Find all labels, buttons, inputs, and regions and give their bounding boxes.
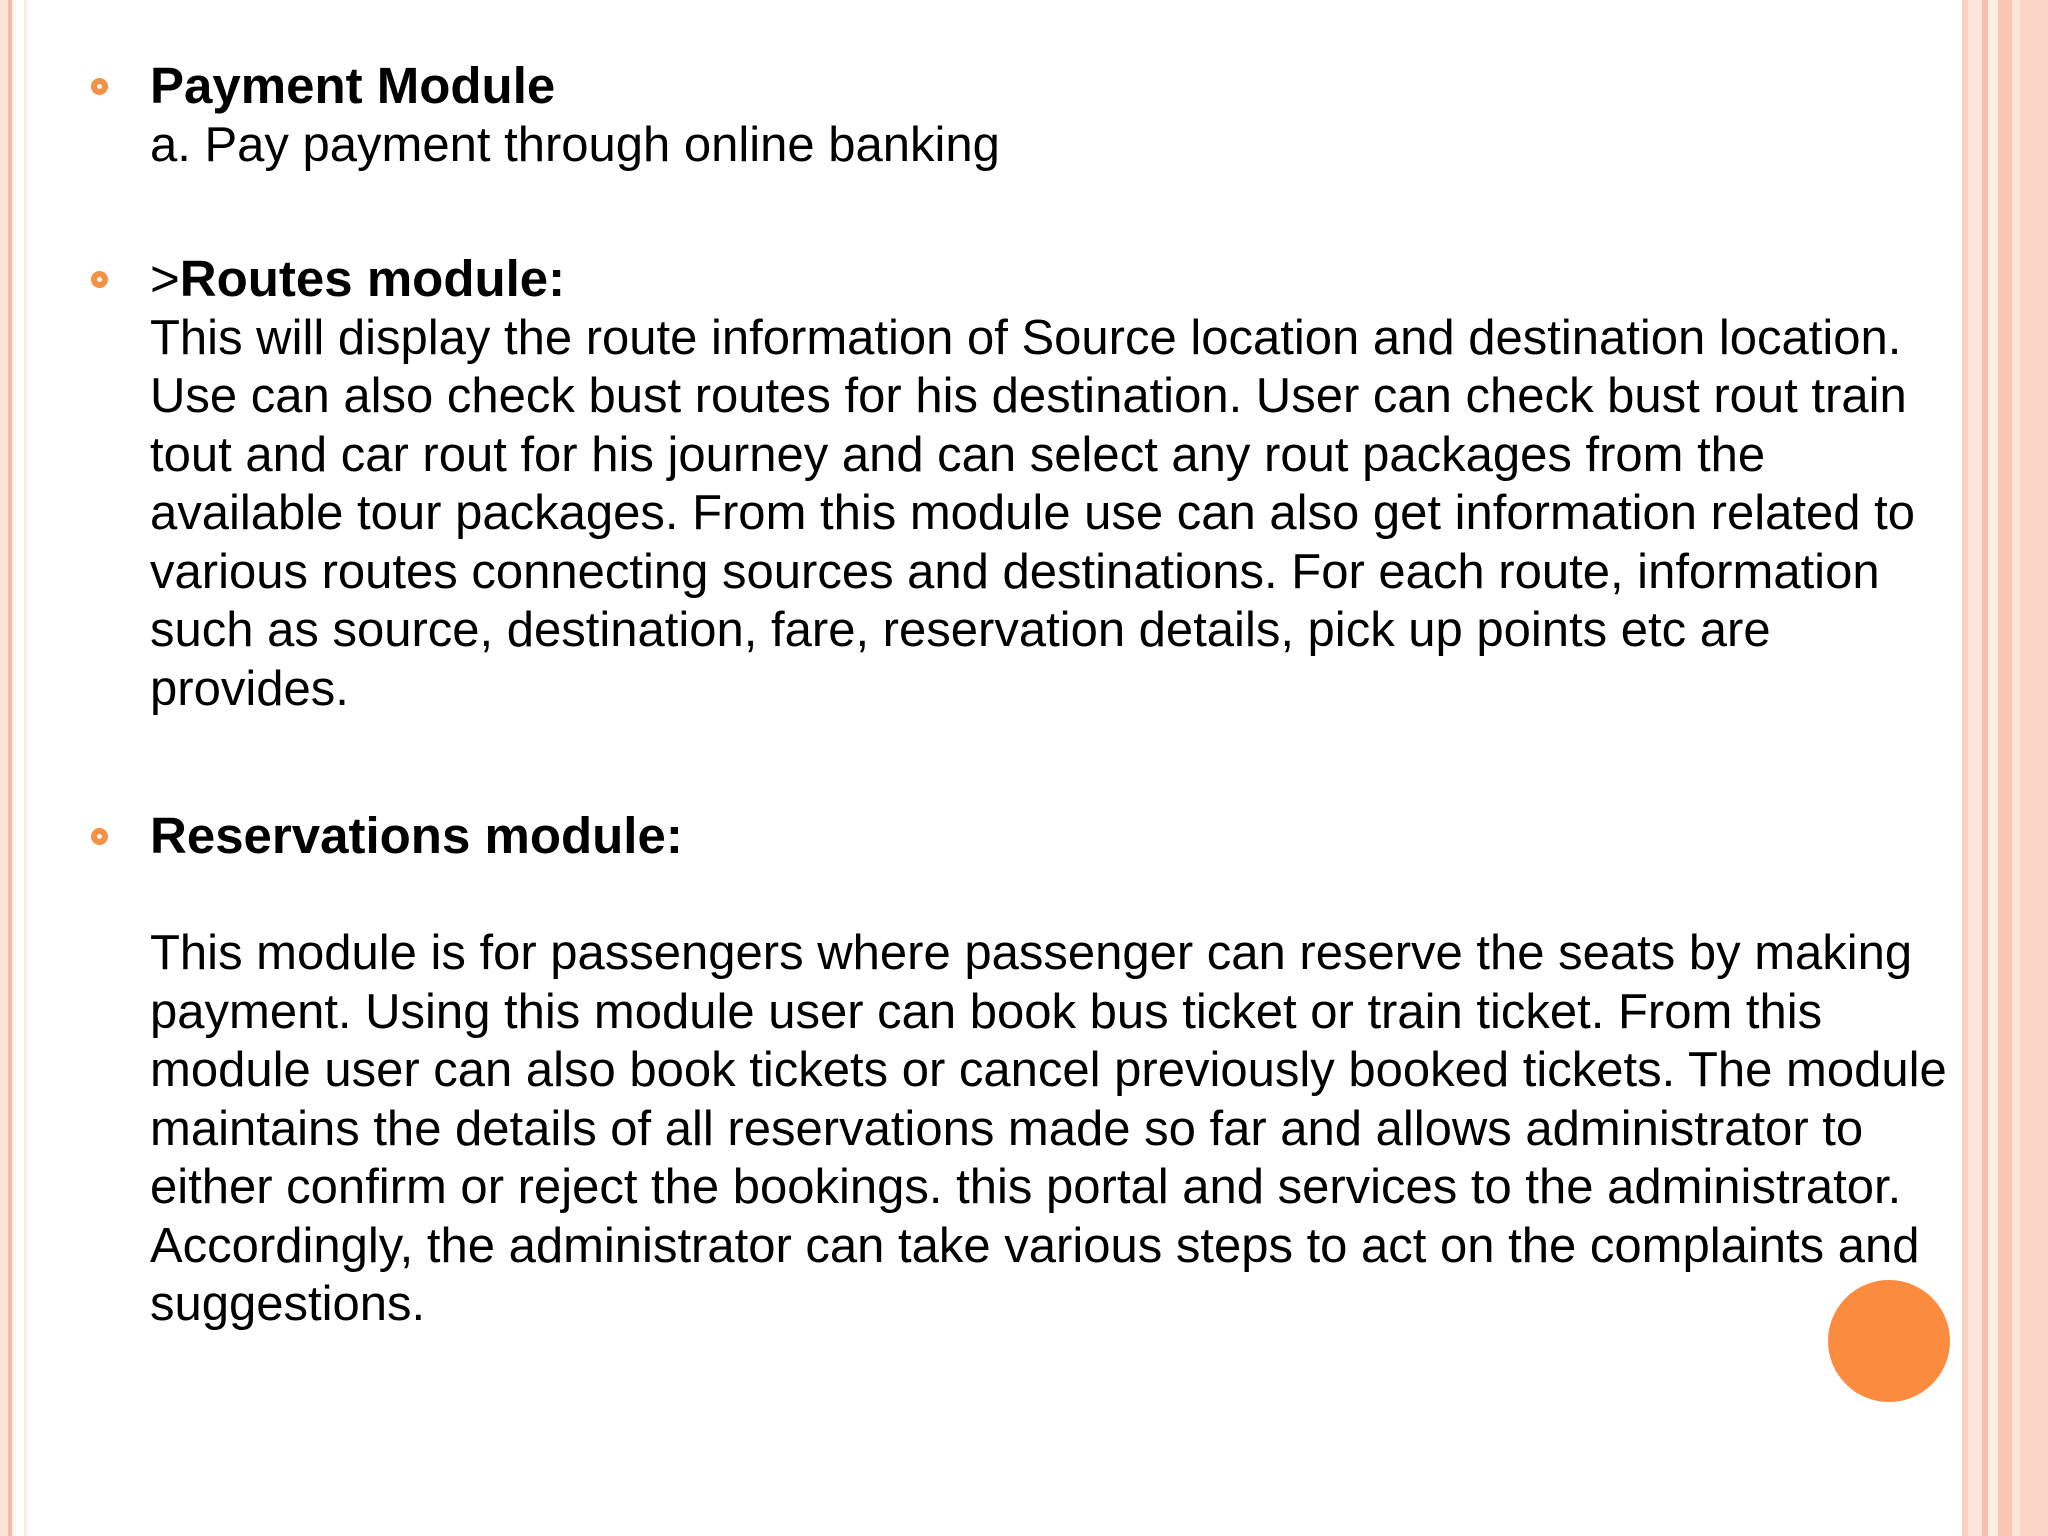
section-text: This module is for passengers where passenger can reserve the seats by making payment. Using this module user can book bus ticket or train ticket. From this module user can also book tickets or cancel previously booked tickets. The module maintains the details of all reservations made so far and allows administrator to either confirm or reject the bookings. this portal and services to the administrator. Accordingly, the administrator can take various steps to act on the complaints and suggestions. <box>150 926 1947 1331</box>
right-border-stripe <box>1988 0 1998 1536</box>
right-border-stripe <box>1998 0 2012 1536</box>
section-routes-module <box>150 249 1950 719</box>
spacer <box>150 866 1950 924</box>
slide-content <box>150 56 1950 1334</box>
section-title: Reservations module: <box>150 807 683 864</box>
right-border-stripe <box>1968 0 1982 1536</box>
bullet-circle-icon <box>91 828 108 845</box>
section-text: a. Pay payment through online banking <box>150 118 1000 172</box>
left-border-decoration <box>0 0 16 1536</box>
right-border-stripe <box>2012 0 2020 1536</box>
section-payment-module <box>150 56 1950 175</box>
section-title: >Routes module: <box>150 249 566 307</box>
left-border-line <box>24 0 27 1536</box>
section-text: This will display the route information of Source location and destination location. Use can also check bust routes for his destination. User can check bust rout train tout and car rout for his journey and can select any rout packages from the available tour packages. From this module use can also get information related to various routes connecting sources and destinations. For each route, information such as source, destination, fare, reservation details, pick up points etc are provides. <box>150 310 1915 716</box>
section-reservations-module <box>150 806 1950 1334</box>
right-border-stripe <box>2020 0 2048 1536</box>
bullet-circle-icon <box>91 78 108 95</box>
title-prefix: > <box>150 249 180 307</box>
decorative-orange-circle <box>1828 1280 1950 1402</box>
bullet-circle-icon <box>91 271 108 288</box>
section-title: Payment Module <box>150 57 556 114</box>
